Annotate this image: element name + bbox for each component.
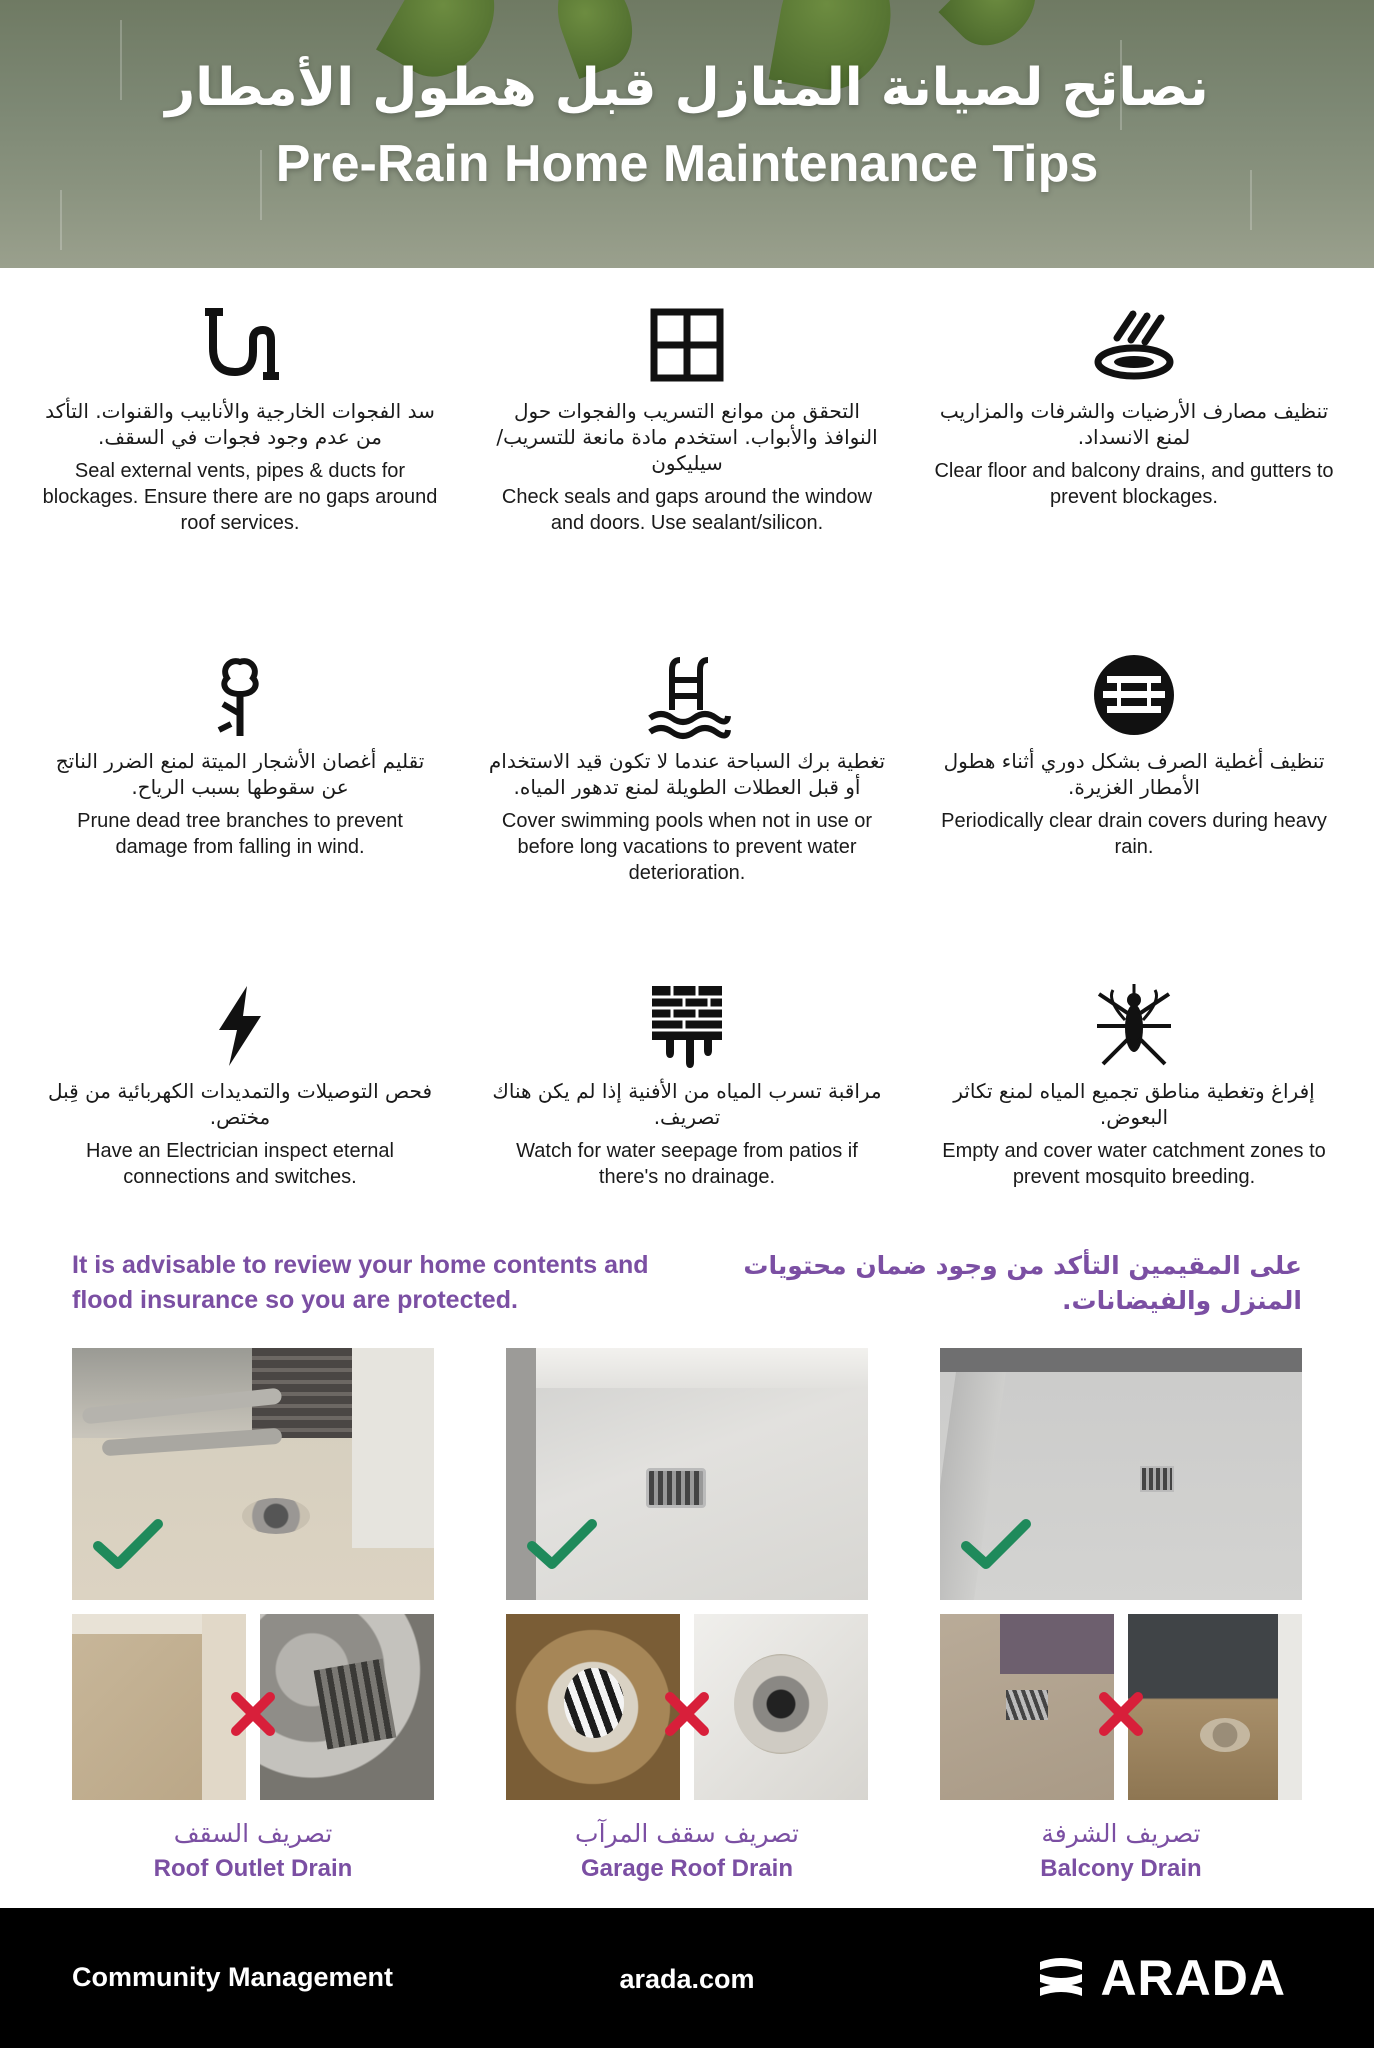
tip-text-arabic: تنظيف مصارف الأرضيات والشرفات والمزاريب لمنع الانسداد. — [939, 399, 1329, 449]
tip-text-arabic: تنظيف أغطية الصرف بشكل دوري أثناء هطول الأمطار الغزيرة. — [943, 749, 1325, 799]
correct-photo — [940, 1348, 1302, 1600]
hero-banner — [0, 0, 1374, 268]
leaf-decoration — [938, 0, 1051, 62]
cross-icon — [1096, 1689, 1146, 1739]
tip-text: Clear floor and balcony drains, and gutters to prevent blockages. — [934, 460, 1334, 508]
incorrect-photo — [694, 1614, 868, 1800]
brick-wall-leak-icon — [642, 980, 732, 1070]
rain-streak — [60, 190, 62, 250]
tip-text: Prune dead tree branches to prevent damage from falling in wind. — [77, 810, 403, 858]
tip-text-arabic: سد الفجوات الخارجية والأنابيب والقنوات. التأكد من عدم وجود فجوات في السقف. — [45, 399, 435, 449]
tip-text-arabic: مراقبة تسرب المياه من الأفنية إذا لم يكن هناك تصريف. — [492, 1079, 882, 1129]
drain-example-garage — [506, 1348, 868, 1884]
cross-icon — [662, 1689, 712, 1739]
website-link[interactable]: arada.com — [619, 1964, 755, 1994]
tip-text-arabic: إفراغ وتغطية مناطق تجميع المياه لمنع تكاثر البعوض. — [953, 1079, 1315, 1129]
page-title: Pre-Rain Home Maintenance Tips — [275, 135, 1099, 193]
incorrect-photos — [940, 1614, 1302, 1800]
cross-icon — [228, 1689, 278, 1739]
incorrect-photo — [72, 1614, 246, 1800]
drain-caption-arabic: تصريف الشرفة — [1041, 1819, 1201, 1848]
tip-card-vents — [40, 300, 440, 536]
lightning-icon — [195, 980, 285, 1070]
tip-text: Periodically clear drain covers during heavy rain. — [941, 810, 1327, 858]
tip-text-arabic: التحقق من موانع التسريب والفجوات حول النوافذ والأبواب. استخدم مادة مانعة للتسريب/سيليكون — [496, 399, 878, 475]
incorrect-photo — [260, 1614, 434, 1800]
tip-card-electrical — [40, 980, 440, 1190]
tip-card-mosquito — [934, 980, 1334, 1190]
tip-text-arabic: تقليم أغصان الأشجار الميتة لمنع الضرر الناتج عن سقوطها بسبب الرياح. — [55, 749, 425, 799]
drain-caption: Roof Outlet Drain — [153, 1855, 353, 1882]
check-icon — [526, 1516, 598, 1572]
incorrect-photos — [506, 1614, 868, 1800]
check-icon — [92, 1516, 164, 1572]
pipe-icon — [195, 300, 285, 390]
incorrect-photo — [506, 1614, 680, 1800]
tip-card-pools — [487, 650, 887, 886]
brand-name: ARADA — [1100, 1950, 1286, 2006]
drain-caption: Balcony Drain — [1040, 1855, 1202, 1882]
tip-card-seals — [487, 300, 887, 536]
tip-card-seepage — [487, 980, 887, 1190]
footer-department: Community Management — [72, 1962, 394, 1992]
drain-caption-arabic: تصريف السقف — [173, 1819, 333, 1848]
tip-text: Have an Electrician inspect eternal connections and switches. — [86, 1140, 394, 1188]
incorrect-photo — [1128, 1614, 1302, 1800]
correct-photo — [72, 1348, 434, 1600]
drain-example-roof — [72, 1348, 434, 1884]
advice-text-arabic: على المقيمين التأكد من وجود ضمان محتويات المنزل والفيضانات. — [743, 1251, 1302, 1315]
advice-text: It is advisable to review your home contents and flood insurance so you are protected. — [72, 1251, 649, 1314]
tip-text: Seal external vents, pipes & ducts for blockages. Ensure there are no gaps around roof services. — [42, 460, 438, 534]
incorrect-photo — [940, 1614, 1114, 1800]
incorrect-photos — [72, 1614, 434, 1800]
drain-caption-arabic: تصريف سقف المرآب — [575, 1819, 799, 1848]
tip-text: Cover swimming pools when not in use or before long vacations to prevent water deterioration. — [501, 810, 873, 884]
tip-text-arabic: تغطية برك السباحة عندما لا تكون قيد الاستخدام أو قبل العطلات الطويلة لمنع تدهور المياه. — [488, 749, 886, 799]
arada-logo-icon — [1038, 1956, 1084, 2000]
tip-text: Check seals and gaps around the window and doors. Use sealant/silicon. — [501, 486, 873, 534]
floor-drain-icon — [1089, 300, 1179, 390]
window-icon — [642, 300, 732, 390]
tip-card-trees — [40, 650, 440, 860]
page-title-arabic: نصائح لصيانة المنازل قبل هطول الأمطار — [165, 58, 1209, 118]
drain-example-balcony — [940, 1348, 1302, 1884]
correct-photo — [506, 1348, 868, 1600]
tree-icon — [195, 650, 285, 740]
tip-card-drain-covers — [934, 650, 1334, 860]
mosquito-icon — [1089, 980, 1179, 1070]
tip-text-arabic: فحص التوصيلات والتمديدات الكهربائية من قِبل مختص. — [47, 1079, 433, 1129]
footer — [0, 1908, 1374, 2048]
insurance-advice — [72, 1248, 1302, 1318]
drain-cover-icon — [1089, 650, 1179, 740]
brand-logo — [1038, 1948, 1286, 2008]
tip-text: Watch for water seepage from patios if there's no drainage. — [516, 1140, 858, 1188]
tip-text: Empty and cover water catchment zones to prevent mosquito breeding. — [942, 1140, 1326, 1188]
drain-caption: Garage Roof Drain — [580, 1855, 794, 1882]
check-icon — [960, 1516, 1032, 1572]
tip-card-drains — [934, 300, 1334, 510]
pool-icon — [642, 650, 732, 740]
